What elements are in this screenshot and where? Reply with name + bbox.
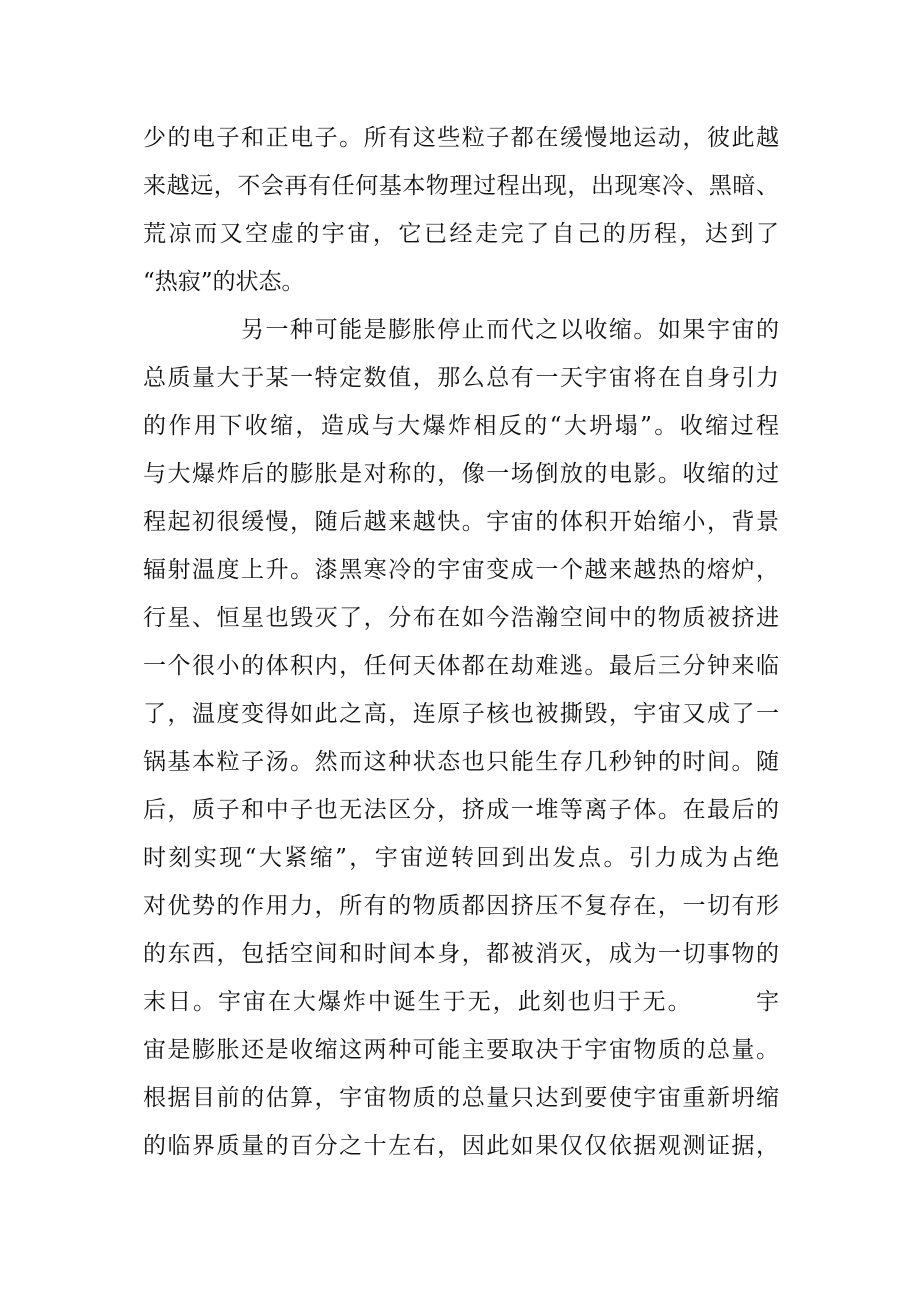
paragraph-first-line: 另一种可能是膨胀停止而代之以收缩。如果宇宙的	[241, 317, 779, 343]
text-line: 宙是膨胀还是收缩这两种可能主要取决于宇宙物质的总量。	[143, 1037, 779, 1063]
text-line: 锅基本粒子汤。然而这种状态也只能生存几秒钟的时间。随	[143, 749, 779, 775]
text-line: 来越远，不会再有任何基本物理过程出现，出现寒冷、黑暗、	[143, 173, 779, 199]
text-line: 对优势的作用力，所有的物质都因挤压不复存在，一切有形	[143, 893, 779, 919]
text-line: 行星、恒星也毁灭了，分布在如今浩瀚空间中的物质被挤进	[143, 605, 779, 631]
text-line: 的作用下收缩，造成与大爆炸相反的“大坍塌”。收缩过程	[143, 413, 779, 439]
text-line: 根据目前的估算，宇宙物质的总量只达到要使宇宙重新坍缩	[143, 1085, 779, 1111]
text-line: 的临界质量的百分之十左右，因此如果仅仅依据观测证据，	[143, 1133, 779, 1159]
text-line: 了，温度变得如此之高，连原子核也被撕毁，宇宙又成了一	[143, 701, 779, 727]
text-line: 荒凉而又空虚的宇宙，它已经走完了自己的历程，达到了	[143, 221, 779, 247]
text-line: 末日。宇宙在大爆炸中诞生于无，此刻也归于无。 宇	[143, 989, 779, 1015]
text-line: 一个很小的体积内，任何天体都在劫难逃。最后三分钟来临	[143, 653, 779, 679]
text-line: 少的电子和正电子。所有这些粒子都在缓慢地运动，彼此越	[143, 125, 779, 151]
text-line: 程起初很缓慢，随后越来越快。宇宙的体积开始缩小，背景	[143, 509, 779, 535]
text-line: “热寂”的状态。	[143, 269, 305, 295]
text-line: 与大爆炸后的膨胀是对称的，像一场倒放的电影。收缩的过	[143, 461, 779, 487]
text-line: 的东西，包括空间和时间本身，都被消灭，成为一切事物的	[143, 941, 779, 967]
text-line: 总质量大于某一特定数值，那么总有一天宇宙将在自身引力	[143, 365, 779, 391]
text-line: 后，质子和中子也无法区分，挤成一堆等离子体。在最后的	[143, 797, 779, 823]
text-line: 辐射温度上升。漆黑寒冷的宇宙变成一个越来越热的熔炉，	[143, 557, 779, 583]
text-line: 时刻实现“大紧缩”，宇宙逆转回到出发点。引力成为占绝	[143, 845, 779, 871]
